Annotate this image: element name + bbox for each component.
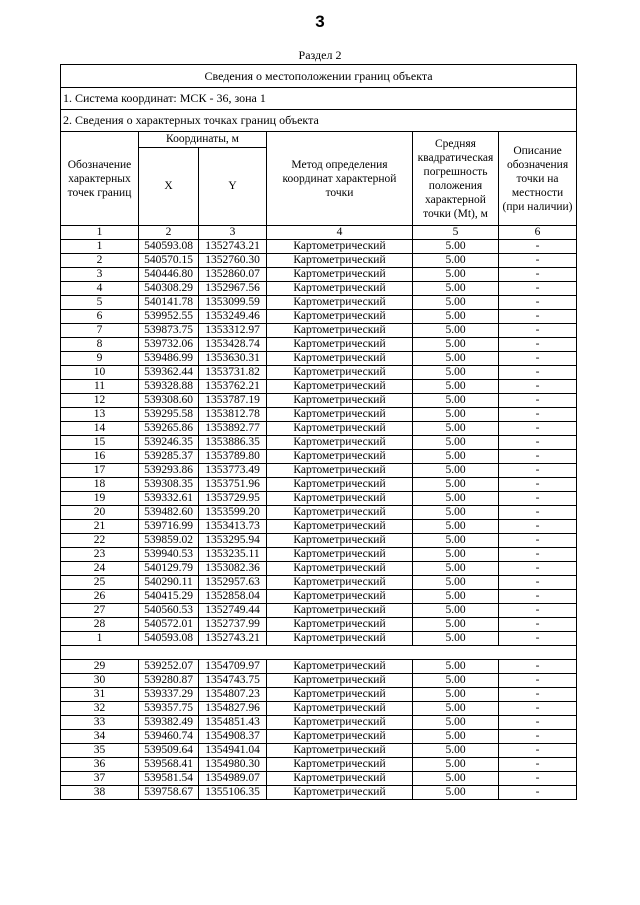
point-number: 17 — [61, 464, 139, 478]
column-number-row — [61, 226, 577, 240]
coord-y: 1352957.63 — [199, 576, 267, 590]
coord-x: 539295.58 — [139, 408, 199, 422]
point-number: 9 — [61, 352, 139, 366]
description: - — [499, 786, 577, 800]
coord-y: 1353413.73 — [199, 520, 267, 534]
error: 5.00 — [413, 590, 499, 604]
point-number: 10 — [61, 366, 139, 380]
table-row — [61, 492, 577, 506]
table-row — [61, 562, 577, 576]
coord-y: 1352749.44 — [199, 604, 267, 618]
coord-x: 539328.88 — [139, 380, 199, 394]
description: - — [499, 534, 577, 548]
method: Картометрический — [267, 716, 413, 730]
description: - — [499, 408, 577, 422]
method: Картометрический — [267, 296, 413, 310]
header-coordinates: Координаты, м — [139, 132, 267, 148]
description: - — [499, 772, 577, 786]
coord-x: 540593.08 — [139, 632, 199, 646]
method: Картометрический — [267, 492, 413, 506]
coord-x: 539509.64 — [139, 744, 199, 758]
method: Картометрический — [267, 576, 413, 590]
description: - — [499, 520, 577, 534]
coord-x: 540593.08 — [139, 240, 199, 254]
method: Картометрический — [267, 520, 413, 534]
coord-x: 539246.35 — [139, 436, 199, 450]
description: - — [499, 422, 577, 436]
table-row — [61, 520, 577, 534]
coord-y: 1353751.96 — [199, 478, 267, 492]
description: - — [499, 380, 577, 394]
method: Картометрический — [267, 436, 413, 450]
method: Картометрический — [267, 366, 413, 380]
method: Картометрический — [267, 562, 413, 576]
point-number: 18 — [61, 478, 139, 492]
coord-x: 540570.15 — [139, 254, 199, 268]
method: Картометрический — [267, 324, 413, 338]
coord-y: 1352760.30 — [199, 254, 267, 268]
error: 5.00 — [413, 408, 499, 422]
column-number: 2 — [139, 226, 199, 240]
table-row — [61, 380, 577, 394]
description: - — [499, 730, 577, 744]
error: 5.00 — [413, 534, 499, 548]
error: 5.00 — [413, 366, 499, 380]
point-number: 37 — [61, 772, 139, 786]
coord-x: 539280.87 — [139, 674, 199, 688]
coord-x: 539337.29 — [139, 688, 199, 702]
point-number: 16 — [61, 450, 139, 464]
description: - — [499, 576, 577, 590]
header-error: Средняя квадратическая погрешность положения характерной точки (Mt), м — [413, 132, 499, 226]
coord-y: 1353812.78 — [199, 408, 267, 422]
point-number: 22 — [61, 534, 139, 548]
table-row — [61, 394, 577, 408]
description: - — [499, 506, 577, 520]
table-row — [61, 352, 577, 366]
method: Картометрический — [267, 660, 413, 674]
description: - — [499, 758, 577, 772]
point-number: 14 — [61, 422, 139, 436]
coord-y: 1353295.94 — [199, 534, 267, 548]
coord-x: 539357.75 — [139, 702, 199, 716]
table-row — [61, 436, 577, 450]
table-row — [61, 590, 577, 604]
point-number: 26 — [61, 590, 139, 604]
points-heading: 2. Сведения о характерных точках границ объекта — [61, 110, 577, 132]
point-number: 28 — [61, 618, 139, 632]
method: Картометрический — [267, 590, 413, 604]
description: - — [499, 562, 577, 576]
point-number: 24 — [61, 562, 139, 576]
coord-x: 539308.35 — [139, 478, 199, 492]
coord-x: 540415.29 — [139, 590, 199, 604]
coord-x: 539285.37 — [139, 450, 199, 464]
description: - — [499, 254, 577, 268]
coord-x: 540141.78 — [139, 296, 199, 310]
coord-x: 539873.75 — [139, 324, 199, 338]
coord-y: 1353249.46 — [199, 310, 267, 324]
coord-x: 540308.29 — [139, 282, 199, 296]
table-row — [61, 744, 577, 758]
table-row — [61, 688, 577, 702]
method: Картометрический — [267, 772, 413, 786]
coord-x: 539859.02 — [139, 534, 199, 548]
point-number: 23 — [61, 548, 139, 562]
table-row — [61, 268, 577, 282]
table-row — [61, 296, 577, 310]
coord-x: 540290.11 — [139, 576, 199, 590]
coord-y: 1354989.07 — [199, 772, 267, 786]
coord-x: 539940.53 — [139, 548, 199, 562]
coord-x: 539265.86 — [139, 422, 199, 436]
method: Картометрический — [267, 548, 413, 562]
description: - — [499, 464, 577, 478]
coord-y: 1354827.96 — [199, 702, 267, 716]
description: - — [499, 282, 577, 296]
method: Картометрический — [267, 240, 413, 254]
method: Картометрический — [267, 702, 413, 716]
coord-y: 1353892.77 — [199, 422, 267, 436]
description: - — [499, 296, 577, 310]
point-number: 30 — [61, 674, 139, 688]
coord-y: 1354807.23 — [199, 688, 267, 702]
point-number: 33 — [61, 716, 139, 730]
table-row — [61, 422, 577, 436]
point-number: 21 — [61, 520, 139, 534]
point-number: 20 — [61, 506, 139, 520]
table-row — [61, 240, 577, 254]
error: 5.00 — [413, 758, 499, 772]
coord-y: 1353729.95 — [199, 492, 267, 506]
coord-y: 1354941.04 — [199, 744, 267, 758]
coord-y: 1353082.36 — [199, 562, 267, 576]
coord-y: 1353789.80 — [199, 450, 267, 464]
point-number: 5 — [61, 296, 139, 310]
header-description: Описание обозначения точки на местности (при наличии) — [499, 132, 577, 226]
method: Картометрический — [267, 464, 413, 478]
method: Картометрический — [267, 618, 413, 632]
method: Картометрический — [267, 422, 413, 436]
coord-x: 539952.55 — [139, 310, 199, 324]
point-number: 32 — [61, 702, 139, 716]
error: 5.00 — [413, 660, 499, 674]
method: Картометрический — [267, 310, 413, 324]
error: 5.00 — [413, 716, 499, 730]
coord-y: 1353886.35 — [199, 436, 267, 450]
coord-y: 1354908.37 — [199, 730, 267, 744]
coord-x: 540446.80 — [139, 268, 199, 282]
description: - — [499, 674, 577, 688]
point-number: 6 — [61, 310, 139, 324]
method: Картометрический — [267, 688, 413, 702]
coord-y: 1353762.21 — [199, 380, 267, 394]
error: 5.00 — [413, 436, 499, 450]
coord-x: 539486.99 — [139, 352, 199, 366]
method: Картометрический — [267, 730, 413, 744]
error: 5.00 — [413, 254, 499, 268]
point-number: 38 — [61, 786, 139, 800]
coord-y: 1354980.30 — [199, 758, 267, 772]
coord-y: 1353428.74 — [199, 338, 267, 352]
description: - — [499, 240, 577, 254]
error: 5.00 — [413, 324, 499, 338]
point-number: 19 — [61, 492, 139, 506]
error: 5.00 — [413, 338, 499, 352]
coord-x: 539581.54 — [139, 772, 199, 786]
coord-y: 1352860.07 — [199, 268, 267, 282]
column-number: 3 — [199, 226, 267, 240]
column-number: 1 — [61, 226, 139, 240]
header-x: X — [139, 148, 199, 226]
table-row — [61, 786, 577, 800]
error: 5.00 — [413, 282, 499, 296]
method: Картометрический — [267, 352, 413, 366]
coord-y: 1352967.56 — [199, 282, 267, 296]
coord-y: 1352858.04 — [199, 590, 267, 604]
table-row — [61, 310, 577, 324]
table-row — [61, 338, 577, 352]
point-number: 25 — [61, 576, 139, 590]
error: 5.00 — [413, 296, 499, 310]
error: 5.00 — [413, 604, 499, 618]
column-number: 6 — [499, 226, 577, 240]
table-row — [61, 730, 577, 744]
point-number: 8 — [61, 338, 139, 352]
coord-x: 539382.49 — [139, 716, 199, 730]
description: - — [499, 632, 577, 646]
table-row — [61, 772, 577, 786]
description: - — [499, 394, 577, 408]
table-row — [61, 716, 577, 730]
description: - — [499, 352, 577, 366]
description: - — [499, 548, 577, 562]
coord-y: 1353599.20 — [199, 506, 267, 520]
error: 5.00 — [413, 744, 499, 758]
table-row — [61, 478, 577, 492]
page-number: 3 — [315, 12, 325, 31]
method: Картометрический — [267, 282, 413, 296]
table-row — [61, 408, 577, 422]
point-number: 11 — [61, 380, 139, 394]
table-row — [61, 450, 577, 464]
coord-x: 539460.74 — [139, 730, 199, 744]
error: 5.00 — [413, 492, 499, 506]
error: 5.00 — [413, 576, 499, 590]
coord-x: 539308.60 — [139, 394, 199, 408]
method: Картометрический — [267, 758, 413, 772]
point-number: 2 — [61, 254, 139, 268]
description: - — [499, 436, 577, 450]
table-row — [61, 576, 577, 590]
point-number: 7 — [61, 324, 139, 338]
coord-y: 1353235.11 — [199, 548, 267, 562]
error: 5.00 — [413, 562, 499, 576]
coord-y: 1353731.82 — [199, 366, 267, 380]
description: - — [499, 492, 577, 506]
error: 5.00 — [413, 352, 499, 366]
coord-y: 1352737.99 — [199, 618, 267, 632]
error: 5.00 — [413, 450, 499, 464]
coord-x: 539732.06 — [139, 338, 199, 352]
section-label: Раздел 2 — [298, 48, 342, 62]
error: 5.00 — [413, 688, 499, 702]
error: 5.00 — [413, 380, 499, 394]
table-row — [61, 366, 577, 380]
coord-x: 539362.44 — [139, 366, 199, 380]
coord-x: 539482.60 — [139, 506, 199, 520]
method: Картометрический — [267, 380, 413, 394]
error: 5.00 — [413, 464, 499, 478]
coord-x: 539568.41 — [139, 758, 199, 772]
method: Картометрический — [267, 450, 413, 464]
method: Картометрический — [267, 604, 413, 618]
coord-x: 539252.07 — [139, 660, 199, 674]
point-number: 12 — [61, 394, 139, 408]
point-number: 3 — [61, 268, 139, 282]
coord-x: 540560.53 — [139, 604, 199, 618]
method: Картометрический — [267, 268, 413, 282]
description: - — [499, 310, 577, 324]
method: Картометрический — [267, 674, 413, 688]
method: Картометрический — [267, 478, 413, 492]
method: Картометрический — [267, 506, 413, 520]
point-number: 1 — [61, 240, 139, 254]
description: - — [499, 338, 577, 352]
coord-x: 539716.99 — [139, 520, 199, 534]
error: 5.00 — [413, 520, 499, 534]
error: 5.00 — [413, 702, 499, 716]
method: Картометрический — [267, 744, 413, 758]
coord-x: 539758.67 — [139, 786, 199, 800]
header-y: Y — [199, 148, 267, 226]
error: 5.00 — [413, 310, 499, 324]
point-number: 15 — [61, 436, 139, 450]
table-row — [61, 674, 577, 688]
error: 5.00 — [413, 268, 499, 282]
description: - — [499, 688, 577, 702]
coord-y: 1353787.19 — [199, 394, 267, 408]
coord-y: 1353630.31 — [199, 352, 267, 366]
description: - — [499, 702, 577, 716]
table-title: Сведения о местоположении границ объекта — [61, 65, 577, 88]
description: - — [499, 450, 577, 464]
point-number: 13 — [61, 408, 139, 422]
table-row — [61, 702, 577, 716]
description: - — [499, 268, 577, 282]
column-number: 4 — [267, 226, 413, 240]
error: 5.00 — [413, 730, 499, 744]
coord-x: 540572.01 — [139, 618, 199, 632]
table-row — [61, 548, 577, 562]
description: - — [499, 716, 577, 730]
coord-y: 1352743.21 — [199, 632, 267, 646]
error: 5.00 — [413, 548, 499, 562]
method: Картометрический — [267, 338, 413, 352]
point-number: 27 — [61, 604, 139, 618]
table-row — [61, 254, 577, 268]
header-method: Метод определения координат характерной точки — [267, 132, 413, 226]
method: Картометрический — [267, 394, 413, 408]
separator-row — [61, 646, 577, 660]
coord-x: 540129.79 — [139, 562, 199, 576]
error: 5.00 — [413, 506, 499, 520]
point-number: 29 — [61, 660, 139, 674]
description: - — [499, 366, 577, 380]
point-number: 34 — [61, 730, 139, 744]
coord-y: 1353773.49 — [199, 464, 267, 478]
description: - — [499, 618, 577, 632]
boundary-points-table — [60, 64, 577, 800]
description: - — [499, 660, 577, 674]
table-row — [61, 660, 577, 674]
coord-y: 1354851.43 — [199, 716, 267, 730]
coordinate-system: 1. Система координат: МСК - 36, зона 1 — [61, 88, 577, 110]
table-row — [61, 758, 577, 772]
table-row — [61, 464, 577, 478]
point-number: 35 — [61, 744, 139, 758]
method: Картометрический — [267, 632, 413, 646]
description: - — [499, 744, 577, 758]
coord-x: 539332.61 — [139, 492, 199, 506]
coord-y: 1352743.21 — [199, 240, 267, 254]
error: 5.00 — [413, 422, 499, 436]
error: 5.00 — [413, 772, 499, 786]
column-number: 5 — [413, 226, 499, 240]
coord-y: 1354709.97 — [199, 660, 267, 674]
table-row — [61, 534, 577, 548]
method: Картометрический — [267, 408, 413, 422]
coord-y: 1353312.97 — [199, 324, 267, 338]
point-number: 36 — [61, 758, 139, 772]
error: 5.00 — [413, 674, 499, 688]
header-designation: Обозначение характерных точек границ — [61, 132, 139, 226]
method: Картометрический — [267, 534, 413, 548]
point-number: 1 — [61, 632, 139, 646]
coord-y: 1354743.75 — [199, 674, 267, 688]
description: - — [499, 604, 577, 618]
point-number: 4 — [61, 282, 139, 296]
table-row — [61, 324, 577, 338]
point-number: 31 — [61, 688, 139, 702]
table-row — [61, 282, 577, 296]
description: - — [499, 478, 577, 492]
table-row — [61, 604, 577, 618]
error: 5.00 — [413, 394, 499, 408]
error: 5.00 — [413, 786, 499, 800]
method: Картометрический — [267, 254, 413, 268]
method: Картометрический — [267, 786, 413, 800]
error: 5.00 — [413, 618, 499, 632]
table-row — [61, 618, 577, 632]
error: 5.00 — [413, 632, 499, 646]
table-row — [61, 632, 577, 646]
coord-y: 1353099.59 — [199, 296, 267, 310]
error: 5.00 — [413, 478, 499, 492]
coord-y: 1355106.35 — [199, 786, 267, 800]
separator-cell — [61, 646, 577, 660]
coord-x: 539293.86 — [139, 464, 199, 478]
table-row — [61, 506, 577, 520]
description: - — [499, 590, 577, 604]
description: - — [499, 324, 577, 338]
error: 5.00 — [413, 240, 499, 254]
